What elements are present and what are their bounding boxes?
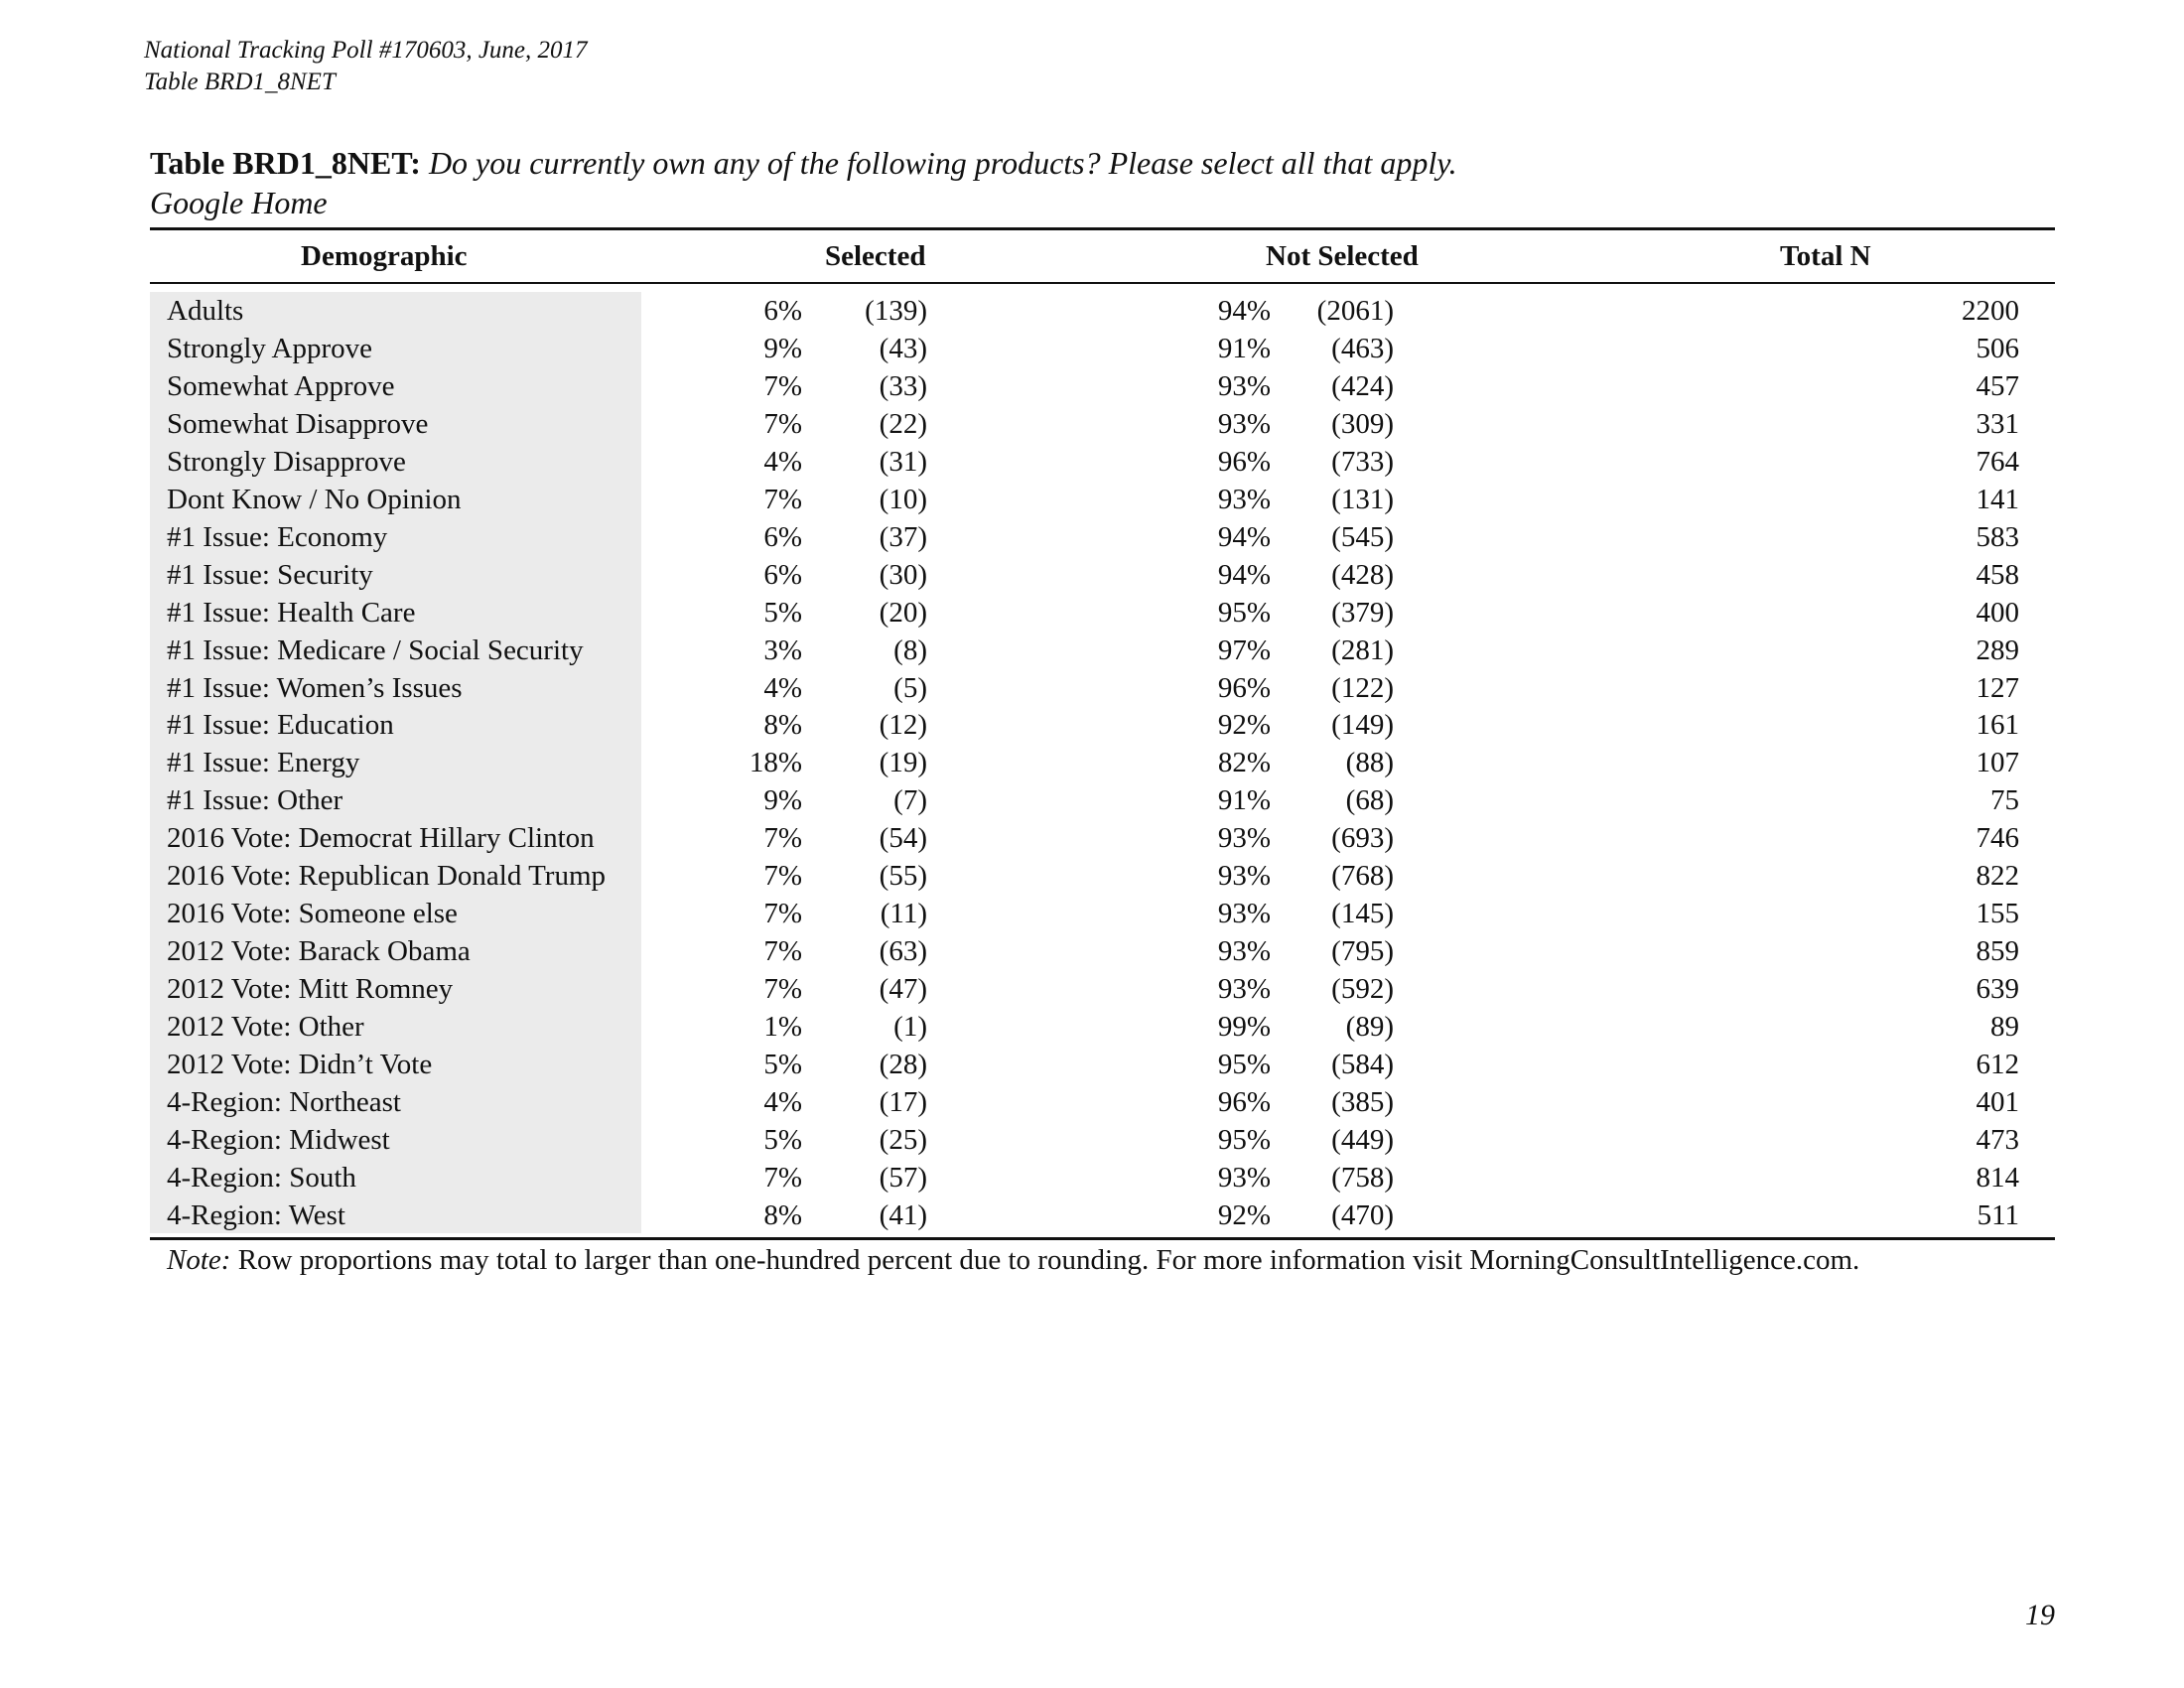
- selected-count: (139): [865, 295, 927, 327]
- not-selected-percent: 92%: [1217, 1198, 1271, 1231]
- row-label: #1 Issue: Health Care: [167, 596, 416, 629]
- not-selected-percent: 91%: [1217, 332, 1271, 364]
- total-n: 764: [1976, 445, 2019, 478]
- row-label: #1 Issue: Security: [167, 558, 373, 591]
- not-selected-percent: 96%: [1217, 671, 1271, 704]
- table-row: [0, 594, 2184, 632]
- not-selected-count: (149): [1331, 709, 1394, 742]
- not-selected-percent: 93%: [1217, 483, 1271, 515]
- selected-count: (57): [879, 1161, 927, 1194]
- not-selected-count: (545): [1331, 520, 1394, 553]
- not-selected-count: (309): [1331, 407, 1394, 440]
- not-selected-percent: 91%: [1217, 784, 1271, 817]
- total-n: 400: [1976, 596, 2019, 629]
- selected-count: (43): [879, 332, 927, 364]
- total-n: 814: [1976, 1161, 2019, 1194]
- not-selected-count: (428): [1331, 558, 1394, 591]
- not-selected-percent: 93%: [1217, 1161, 1271, 1194]
- table-row: [0, 857, 2184, 895]
- row-label: Dont Know / No Opinion: [167, 483, 462, 515]
- table-title: [150, 144, 1457, 182]
- total-n: 473: [1976, 1123, 2019, 1156]
- not-selected-count: (2061): [1316, 295, 1394, 327]
- row-label: 2016 Vote: Someone else: [167, 898, 458, 930]
- table-row: [0, 1159, 2184, 1196]
- selected-count: (55): [879, 860, 927, 893]
- total-n: 859: [1976, 935, 2019, 968]
- not-selected-count: (470): [1331, 1198, 1394, 1231]
- selected-percent: 4%: [763, 445, 802, 478]
- not-selected-percent: 93%: [1217, 407, 1271, 440]
- table-subtitle: Google Home: [150, 185, 328, 220]
- not-selected-count: (584): [1331, 1049, 1394, 1080]
- not-selected-count: (88): [1345, 747, 1394, 779]
- selected-percent: 8%: [763, 709, 802, 742]
- not-selected-percent: 95%: [1217, 1049, 1271, 1080]
- table-row: [0, 443, 2184, 481]
- table-bottom-rule: [150, 1237, 2055, 1240]
- not-selected-percent: 97%: [1217, 633, 1271, 666]
- table-row: [0, 744, 2184, 781]
- row-label: #1 Issue: Medicare / Social Security: [167, 633, 584, 666]
- selected-percent: 8%: [763, 1198, 802, 1231]
- not-selected-percent: 93%: [1217, 822, 1271, 855]
- selected-percent: 7%: [763, 369, 802, 402]
- selected-count: (37): [879, 520, 927, 553]
- table-note: [167, 1241, 1859, 1279]
- total-n: 89: [1990, 1011, 2019, 1044]
- selected-percent: 4%: [763, 671, 802, 704]
- total-n: 511: [1977, 1198, 2019, 1231]
- row-label: Strongly Disapprove: [167, 445, 406, 478]
- table-row: [0, 330, 2184, 367]
- selected-count: (5): [893, 671, 927, 704]
- row-label: 4-Region: Midwest: [167, 1123, 390, 1156]
- selected-percent: 7%: [763, 898, 802, 930]
- table-row: [0, 1046, 2184, 1083]
- total-n: 331: [1976, 407, 2019, 440]
- not-selected-count: (385): [1331, 1085, 1394, 1118]
- selected-count: (31): [879, 445, 927, 478]
- total-n: 457: [1976, 369, 2019, 402]
- total-n: 639: [1976, 973, 2019, 1006]
- table-row: [0, 1008, 2184, 1046]
- selected-percent: 7%: [763, 1161, 802, 1194]
- not-selected-percent: 92%: [1217, 709, 1271, 742]
- table-row: [0, 518, 2184, 556]
- selected-count: (7): [893, 784, 927, 817]
- not-selected-count: (122): [1331, 671, 1394, 704]
- selected-count: (33): [879, 369, 927, 402]
- not-selected-percent: 93%: [1217, 898, 1271, 930]
- not-selected-percent: 96%: [1217, 1085, 1271, 1118]
- column-header-selected: Selected: [825, 240, 926, 272]
- total-n: 401: [1976, 1085, 2019, 1118]
- table-row: [0, 405, 2184, 443]
- selected-count: (54): [879, 822, 927, 855]
- not-selected-count: (68): [1345, 784, 1394, 817]
- row-label: Adults: [167, 295, 244, 327]
- selected-count: (12): [879, 709, 927, 742]
- table-header-rule: [150, 282, 2055, 284]
- table-row: [0, 481, 2184, 518]
- total-n: 506: [1976, 332, 2019, 364]
- table-row: [0, 970, 2184, 1008]
- selected-count: (20): [879, 596, 927, 629]
- selected-percent: 18%: [749, 747, 802, 779]
- not-selected-count: (795): [1331, 935, 1394, 968]
- total-n: 161: [1976, 709, 2019, 742]
- selected-percent: 5%: [763, 1123, 802, 1156]
- table-row: [0, 632, 2184, 669]
- not-selected-percent: 93%: [1217, 935, 1271, 968]
- not-selected-count: (463): [1331, 332, 1394, 364]
- table-row: [0, 895, 2184, 932]
- table-row: [0, 292, 2184, 330]
- not-selected-count: (693): [1331, 822, 1394, 855]
- selected-percent: 6%: [763, 520, 802, 553]
- not-selected-count: (145): [1331, 898, 1394, 930]
- not-selected-percent: 93%: [1217, 860, 1271, 893]
- not-selected-percent: 93%: [1217, 973, 1271, 1006]
- selected-percent: 7%: [763, 973, 802, 1006]
- table-row: [0, 556, 2184, 594]
- table-row: [0, 1083, 2184, 1121]
- not-selected-percent: 93%: [1217, 369, 1271, 402]
- row-label: 2012 Vote: Other: [167, 1011, 364, 1044]
- not-selected-percent: 96%: [1217, 445, 1271, 478]
- not-selected-count: (281): [1331, 633, 1394, 666]
- selected-count: (63): [879, 935, 927, 968]
- table-row: [0, 367, 2184, 405]
- total-n: 458: [1976, 558, 2019, 591]
- total-n: 127: [1976, 671, 2019, 704]
- row-label: 2016 Vote: Republican Donald Trump: [167, 860, 606, 893]
- row-label: 2012 Vote: Mitt Romney: [167, 973, 454, 1006]
- table-row: [0, 819, 2184, 857]
- not-selected-percent: 94%: [1217, 295, 1271, 327]
- selected-count: (1): [893, 1011, 927, 1044]
- selected-count: (22): [879, 407, 927, 440]
- selected-percent: 5%: [763, 596, 802, 629]
- row-label: 4-Region: South: [167, 1161, 356, 1194]
- row-label: #1 Issue: Education: [167, 709, 394, 742]
- not-selected-percent: 95%: [1217, 1123, 1271, 1156]
- not-selected-count: (733): [1331, 445, 1394, 478]
- selected-percent: 7%: [763, 860, 802, 893]
- total-n: 141: [1976, 483, 2019, 515]
- selected-percent: 9%: [763, 784, 802, 817]
- not-selected-percent: 99%: [1217, 1011, 1271, 1044]
- total-n: 289: [1976, 633, 2019, 666]
- selected-percent: 5%: [763, 1049, 802, 1080]
- selected-percent: 3%: [763, 633, 802, 666]
- total-n: 2200: [1962, 295, 2019, 327]
- table-top-rule: [150, 227, 2055, 230]
- not-selected-percent: 95%: [1217, 596, 1271, 629]
- not-selected-count: (379): [1331, 596, 1394, 629]
- selected-percent: 7%: [763, 822, 802, 855]
- row-label: #1 Issue: Other: [167, 784, 343, 817]
- row-label: Somewhat Approve: [167, 369, 395, 402]
- selected-percent: 6%: [763, 558, 802, 591]
- page-number: 19: [2025, 1599, 2055, 1631]
- not-selected-count: (424): [1331, 369, 1394, 402]
- selected-count: (11): [880, 898, 927, 930]
- total-n: 107: [1976, 747, 2019, 779]
- selected-percent: 6%: [763, 295, 802, 327]
- not-selected-count: (89): [1345, 1011, 1394, 1044]
- total-n: 155: [1976, 898, 2019, 930]
- row-label: Somewhat Disapprove: [167, 407, 429, 440]
- row-label: #1 Issue: Economy: [167, 520, 388, 553]
- table-row: [0, 669, 2184, 707]
- selected-count: (30): [879, 558, 927, 591]
- row-label: #1 Issue: Energy: [167, 747, 360, 779]
- selected-count: (17): [879, 1085, 927, 1118]
- row-label: #1 Issue: Women’s Issues: [167, 671, 463, 704]
- selected-count: (8): [893, 633, 927, 666]
- selected-count: (10): [879, 483, 927, 515]
- total-n: 612: [1976, 1049, 2019, 1080]
- not-selected-percent: 94%: [1217, 520, 1271, 553]
- row-label: 2012 Vote: Didn’t Vote: [167, 1049, 433, 1080]
- not-selected-count: (768): [1331, 860, 1394, 893]
- column-header-demographic: Demographic: [301, 240, 468, 272]
- not-selected-count: (131): [1331, 483, 1394, 515]
- total-n: 583: [1976, 520, 2019, 553]
- column-header-not-selected: Not Selected: [1266, 240, 1419, 272]
- table-row: [0, 781, 2184, 819]
- not-selected-count: (449): [1331, 1123, 1394, 1156]
- selected-percent: 7%: [763, 407, 802, 440]
- report-header-title: National Tracking Poll #170603, June, 2017: [144, 37, 588, 64]
- selected-percent: 7%: [763, 935, 802, 968]
- selected-percent: 4%: [763, 1085, 802, 1118]
- row-label: 2016 Vote: Democrat Hillary Clinton: [167, 822, 595, 855]
- selected-percent: 9%: [763, 332, 802, 364]
- not-selected-count: (758): [1331, 1161, 1394, 1194]
- table-question: Do you currently own any of the following products? Please select all that apply.: [428, 145, 1457, 181]
- selected-percent: 1%: [763, 1011, 802, 1044]
- not-selected-percent: 82%: [1217, 747, 1271, 779]
- table-title-id: Table BRD1_8NET:: [150, 145, 421, 181]
- row-label: Strongly Approve: [167, 332, 373, 364]
- not-selected-count: (592): [1331, 973, 1394, 1006]
- total-n: 75: [1990, 784, 2019, 817]
- selected-percent: 7%: [763, 483, 802, 515]
- row-label: 4-Region: West: [167, 1198, 345, 1231]
- row-label: 2012 Vote: Barack Obama: [167, 935, 471, 968]
- selected-count: (47): [879, 973, 927, 1006]
- table-row: [0, 1121, 2184, 1159]
- selected-count: (25): [879, 1123, 927, 1156]
- not-selected-percent: 94%: [1217, 558, 1271, 591]
- note-label: Note:: [167, 1244, 231, 1276]
- selected-count: (28): [879, 1049, 927, 1080]
- total-n: 746: [1976, 822, 2019, 855]
- column-header-total-n: Total N: [1780, 240, 1871, 272]
- row-label: 4-Region: Northeast: [167, 1085, 401, 1118]
- total-n: 822: [1976, 860, 2019, 893]
- report-header-table-id: Table BRD1_8NET: [144, 69, 336, 95]
- table-row: [0, 932, 2184, 970]
- table-row: [0, 1196, 2184, 1234]
- table-row: [0, 706, 2184, 744]
- selected-count: (41): [879, 1198, 927, 1231]
- note-text: Row proportions may total to larger than one-hundred percent due to rounding. For more information visit MorningConsultIntelligence.com.: [237, 1244, 1860, 1276]
- selected-count: (19): [879, 747, 927, 779]
